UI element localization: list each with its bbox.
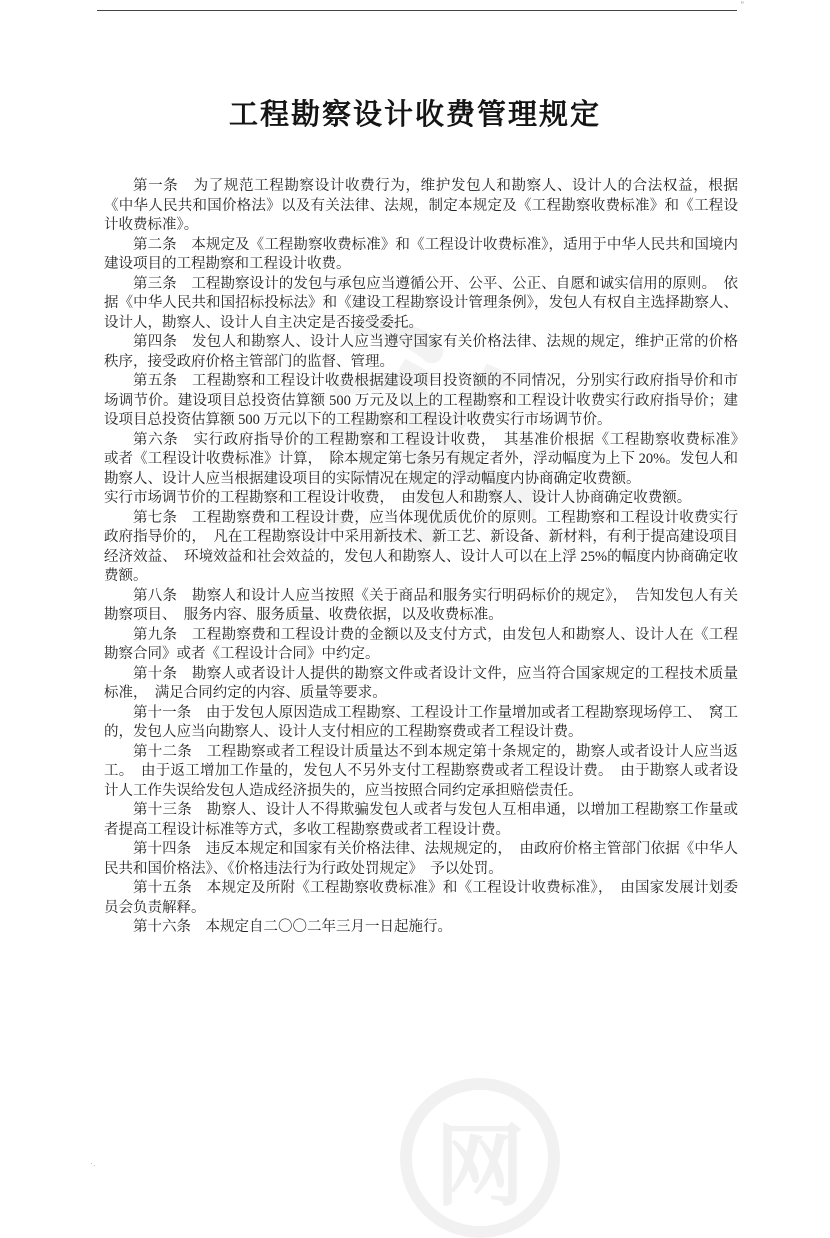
- paragraph: 第八条 勘察人和设计人应当按照《关于商品和服务实行明码标价的规定》， 告知发包人有关勘察项目、 服务内容、服务质量、收费依据，以及收费标准。: [104, 587, 738, 623]
- footer-mark: ·.: [90, 1158, 96, 1168]
- paragraph: 第六条 实行政府指导价的工程勘察和工程设计收费， 其基准价根据《工程勘察收费标准》 或者《工程设计收费标准》计算， 除本规定第七条另有规定者外，浮动幅度为上下 20%。发包人和勘察人、设计人应当根据建设项目的实际情况在规定的浮动幅度内协商确定收费额。: [104, 431, 753, 487]
- paragraph: 第十二条 工程勘察或者工程设计质量达不到本规定第十条规定的，勘察人或者设计人应当返工。 由于返工增加工作量的，发包人不另外支付工程勘察费或者工程设计费。 由于勘察人或者设计人工作失误给发包人造成经济损失的，应当按照合同约定承担赔偿责任。: [104, 743, 738, 799]
- header-mark: '': [740, 0, 744, 10]
- paragraph: 第四条 发包人和勘察人、设计人应当遵守国家有关价格法律、法规的规定，维护正常的价格秩序，接受政府价格主管部门的监督、管理。: [104, 334, 738, 370]
- paragraph: 第二条 本规定及《工程勘察收费标准》和《工程设计收费标准》，适用于中华人民共和国境内建设项目的工程勘察和工程设计收费。: [104, 236, 738, 272]
- watermark: 网: [400, 1078, 560, 1238]
- paragraph: 第七条 工程勘察费和工程设计费，应当体现优质优价的原则。工程勘察和工程设计收费实行政府指导价的， 凡在工程勘察设计中采用新技术、新工艺、新设备、新材料，有利于提高建设项目经济效益、 环境效益和社会效益的，发包人和勘察人、设计人可以在上浮 25%的幅度内协商确定收费额。: [104, 509, 738, 584]
- paragraph: 第十条 勘察人或者设计人提供的勘察文件或者设计文件，应当符合国家规定的工程技术质量标准， 满足合同约定的内容、质量等要求。: [104, 665, 738, 701]
- paragraph: 第十五条 本规定及所附《工程勘察收费标准》和《工程设计收费标准》， 由国家发展计划委员会负责解释。: [104, 880, 738, 916]
- paragraph: 第九条 工程勘察费和工程设计费的金额以及支付方式，由发包人和勘察人、设计人在《工程勘察合同》或者《工程设计合同》中约定。: [104, 626, 738, 662]
- paragraph: 第三条 工程勘察设计的发包与承包应当遵循公开、公平、公正、自愿和诚实信用的原则。 依据《中华人民共和国招标投标法》和《建设工程勘察设计管理条例》，发包人有权自主选择勘察人、设计人，勘察人、设计人自主决定是否接受委托。: [104, 275, 738, 331]
- header-rule: [97, 10, 737, 11]
- paragraph: 第十三条 勘察人、设计人不得欺骗发包人或者与发包人互相串通，以增加工程勘察工作量或者提高工程设计标准等方式，多收工程勘察费或者工程设计费。: [104, 802, 738, 838]
- document-body: [104, 177, 753, 938]
- paragraph: 第十六条 本规定自二〇〇二年三月一日起施行。: [133, 919, 452, 935]
- document-title: 工程勘察设计收费管理规定: [228, 99, 601, 131]
- paragraph: 第一条 为了规范工程勘察设计收费行为，维护发包人和勘察人、设计人的合法权益，根据《中华人民共和国价格法》以及有关法律、法规，制定本规定及《工程勘察收费标准》和《工程设计收费标准》。: [104, 178, 738, 233]
- paragraph: 第十四条 违反本规定和国家有关价格法律、法规规定的， 由政府价格主管部门依据《中华人民共和国价格法》、《价格违法行为行政处罚规定》 予以处罚。: [104, 841, 738, 877]
- paragraph: 第五条 工程勘察和工程设计收费根据建设项目投资额的不同情况，分别实行政府指导价和市场调节价。建设项目总投资估算额 500 万元及以上的工程勘察和工程设计收费实行政府指导价；建设项目总投资估算额 500 万元以下的工程勘察和工程设计收费实行市场调节价。: [104, 373, 738, 428]
- paragraph: 实行市场调节价的工程勘察和工程设计收费， 由发包人和勘察人、设计人协商确定收费额。: [104, 490, 692, 506]
- paragraph: 第十一条 由于发包人原因造成工程勘察、工程设计工作量增加或者工程勘察现场停工、 窝工的，发包人应当向勘察人、设计人支付相应的工程勘察费或者工程设计费。: [104, 704, 738, 740]
